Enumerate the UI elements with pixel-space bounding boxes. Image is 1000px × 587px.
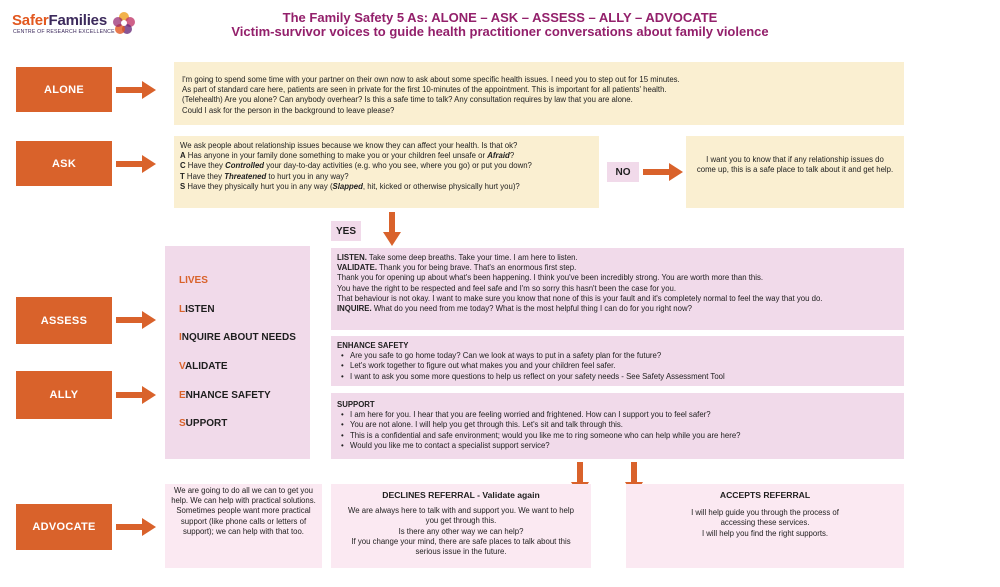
- arrow-right-icon: [116, 80, 156, 100]
- validate-text-line: Thank you for opening up about what's been happening. I think you've been incredibly strong. You are worth more than this.: [337, 273, 764, 283]
- ask-t: T Have they Threatened to hurt you in any way?: [180, 171, 349, 181]
- lives-item-enhance: ENHANCE SAFETY: [179, 390, 271, 401]
- arrow-right-icon: [116, 385, 156, 405]
- lives-item-lives: LIVES: [179, 275, 208, 286]
- advocate-box: [165, 484, 322, 568]
- list-item: • Are you safe to go home today? Can we look at ways to put in a safety plan for the future?: [337, 351, 898, 361]
- alone-line: As part of standard care here, patients are seen in private for the first 10-minutes of the appointment. This is important for all patients' health.: [182, 85, 667, 95]
- accepts-line: I will help you find the right supports.: [701, 528, 829, 538]
- listen-validate-box: [331, 248, 904, 330]
- label-ask: ASK: [16, 141, 112, 186]
- logo-subtitle: CENTRE OF RESEARCH EXCELLENCE: [13, 29, 115, 35]
- support-box: [331, 393, 904, 459]
- title-line-1: The Family Safety 5 As: ALONE – ASK – ASSESS – ALLY – ADVOCATE: [282, 10, 718, 25]
- list-item: • This is a confidential and safe environment; would you like me to ring someone who can help while you are here?: [337, 431, 898, 441]
- saferfamilies-logo: [12, 12, 142, 42]
- accepts-heading: ACCEPTS REFERRAL: [719, 490, 811, 500]
- lives-item-inquire: INQUIRE ABOUT NEEDS: [179, 332, 296, 343]
- accepts-line: I will help guide you through the process of accessing these services.: [691, 508, 839, 528]
- validate-line: VALIDATE. Thank you for being brave. That's an enormous first step.: [337, 263, 577, 273]
- inquire-line: INQUIRE. What do you need from me today? What is the most helpful thing I can do for you right now?: [337, 304, 692, 314]
- page-title: [190, 11, 810, 39]
- validate-text-line: That behaviour is not okay. I want to make sure you know that none of this is your fault and it's completely normal to feel the way that you do.: [337, 293, 823, 303]
- advocate-line: We are going to do all we can to get you help. We can help with practical solutions.: [171, 486, 316, 506]
- lives-panel: [165, 246, 310, 459]
- arrow-right-icon: [116, 154, 156, 174]
- lives-item-validate: VALIDATE: [179, 361, 228, 372]
- listen-line: LISTEN. Take some deep breaths. Take your time. I am here to listen.: [337, 253, 578, 262]
- list-item: • I am here for you. I hear that you are feeling worried and frightened. How can I support you to feel safer?: [337, 410, 898, 420]
- list-item: • I want to ask you some more questions to help us reflect on your safety needs - See Safety Assessment Tool: [337, 372, 898, 382]
- flower-logo-icon: [110, 9, 138, 37]
- alone-line: I'm going to spend some time with your partner on their own now to ask about some specific health issues. I need you to step out for 15 minutes.: [182, 75, 680, 84]
- arrow-down-icon: [382, 212, 402, 246]
- yes-tag: YES: [331, 221, 361, 241]
- declines-line: Is there any other way we can help?: [398, 526, 524, 536]
- ask-box: [174, 136, 599, 208]
- logo-wordmark: SaferFamilies: [12, 12, 107, 29]
- no-tag: NO: [607, 162, 639, 182]
- declines-referral-box: [331, 484, 591, 568]
- enhance-safety-box: [331, 336, 904, 386]
- list-item: • Let's work together to figure out what makes you and your children feel safer.: [337, 361, 898, 371]
- enhance-safety-heading: ENHANCE SAFETY: [337, 341, 409, 350]
- alone-box: [174, 62, 904, 125]
- list-item: • You are not alone. I will help you get through this. Let's sit and talk through this.: [337, 420, 898, 430]
- declines-line: We are always here to talk with and support you. We want to help you get through this.: [348, 506, 574, 526]
- title-line-2: Victim-survivor voices to guide health practitioner conversations about family violence: [231, 24, 769, 39]
- list-item: • Would you like me to contact a specialist support service?: [337, 441, 898, 451]
- ask-a: A Has anyone in your family done something to make you or your children feel unsafe or Afraid?: [180, 151, 515, 161]
- no-box: I want you to know that if any relationship issues do come up, this is a safe place to talk about it and get help.: [686, 136, 904, 208]
- label-advocate: ADVOCATE: [16, 504, 112, 550]
- ask-intro: We ask people about relationship issues because we know they can affect your health. Is that ok?: [180, 141, 518, 150]
- alone-line: (Telehealth) Are you alone? Can anybody overhear? Is this a safe time to talk? Any consultation requires by law that you are alone.: [182, 95, 633, 105]
- label-alone: ALONE: [16, 67, 112, 112]
- arrow-right-icon: [116, 517, 156, 537]
- arrow-right-icon: [643, 162, 683, 182]
- advocate-line: Sometimes people want more practical support (like phone calls or letters of support); we can help with that too.: [176, 506, 311, 536]
- arrow-right-icon: [116, 310, 156, 330]
- lives-item-listen: LISTEN: [179, 304, 215, 315]
- ask-c: C Have they Controlled your day-to-day activities (e.g. who you see, where you go) or put you down?: [180, 161, 532, 171]
- alone-line: Could I ask for the person in the background to leave please?: [182, 105, 395, 115]
- accepts-referral-box: [626, 484, 904, 568]
- support-heading: SUPPORT: [337, 400, 375, 409]
- ask-s: S Have they physically hurt you in any way (Slapped, hit, kicked or otherwise physically hurt you)?: [180, 181, 520, 191]
- label-ally: ALLY: [16, 371, 112, 419]
- declines-line: If you change your mind, there are safe places to talk about this serious issue in the future.: [351, 536, 571, 557]
- declines-heading: DECLINES REFERRAL - Validate again: [382, 490, 540, 500]
- label-assess: ASSESS: [16, 297, 112, 344]
- lives-item-support: SUPPORT: [179, 418, 228, 429]
- validate-text-line: You have the right to be respected and feel safe and I'm so sorry this hasn't been the case for you.: [337, 283, 677, 293]
